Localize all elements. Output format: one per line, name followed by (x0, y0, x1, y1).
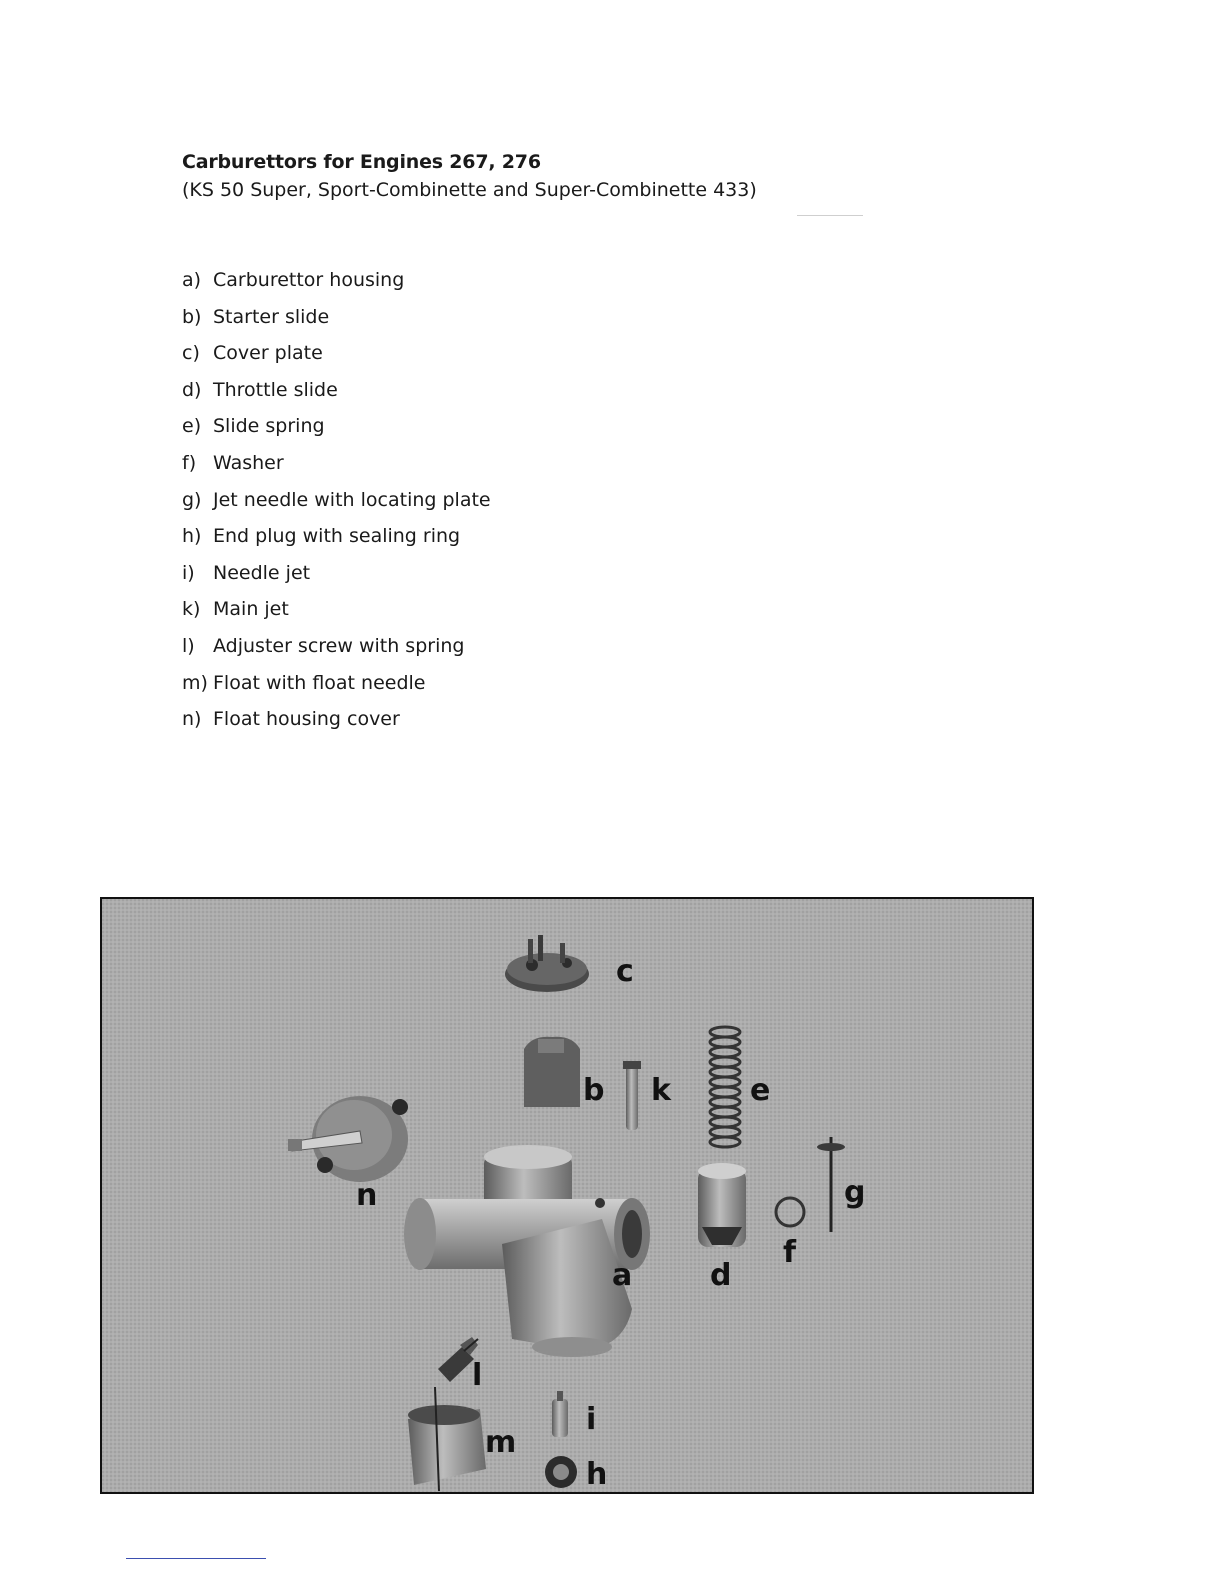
label-i: i (586, 1402, 597, 1437)
part-key: b) (182, 305, 202, 328)
part-name: Carburettor housing (213, 269, 405, 291)
part-key: c) (182, 342, 200, 365)
list-item (182, 449, 491, 486)
label-e: e (750, 1073, 771, 1108)
part-key: l) (182, 634, 195, 657)
part-end-plug (545, 1456, 577, 1488)
list-item (182, 303, 491, 340)
list-item (182, 669, 491, 706)
part-name: End plug with sealing ring (213, 525, 461, 548)
scan-artifact-underline (126, 1558, 266, 1559)
label-b: b (583, 1073, 605, 1108)
label-d: d (710, 1258, 732, 1293)
list-item (182, 632, 491, 669)
list-item (182, 266, 491, 303)
part-name: Float with float needle (213, 671, 426, 694)
part-key: f) (182, 451, 197, 474)
document-subtitle: (KS 50 Super, Sport-Combinette and Super-Combinette 433) (182, 179, 757, 201)
label-l: l (472, 1358, 483, 1393)
part-key: d) (182, 378, 202, 401)
label-f: f (783, 1235, 797, 1270)
list-item (182, 376, 491, 413)
list-item (182, 595, 491, 632)
part-name: Cover plate (213, 342, 323, 365)
label-h: h (586, 1457, 608, 1492)
list-item (182, 705, 491, 742)
part-throttle-slide (698, 1163, 746, 1247)
list-item (182, 339, 491, 376)
label-n: n (356, 1178, 378, 1213)
label-k: k (651, 1073, 671, 1108)
part-key: g) (182, 488, 202, 511)
part-name: Starter slide (213, 305, 330, 328)
label-a: a (612, 1258, 633, 1293)
part-name: Main jet (213, 598, 289, 621)
list-item (182, 559, 491, 596)
exploded-view-drawing (102, 899, 1032, 1492)
label-m: m (485, 1425, 517, 1460)
part-key: h) (182, 525, 202, 548)
part-name: Jet needle with locating plate (213, 488, 491, 511)
part-name: Slide spring (213, 415, 325, 438)
label-g: g (844, 1175, 866, 1210)
part-name: Float housing cover (213, 708, 400, 731)
part-name: Needle jet (213, 561, 311, 584)
part-name: Washer (213, 451, 284, 474)
label-c: c (616, 954, 634, 989)
part-key: n) (182, 708, 202, 731)
list-item (182, 486, 491, 523)
exploded-view-photo (100, 897, 1034, 1494)
parts-list (182, 266, 491, 742)
part-key: a) (182, 269, 202, 291)
part-key: i) (182, 561, 195, 584)
part-key: e) (182, 415, 202, 438)
part-key: k) (182, 598, 201, 621)
list-item (182, 522, 491, 559)
document-title: Carburettors for Engines 267, 276 (182, 151, 541, 173)
list-item (182, 412, 491, 449)
part-starter-slide (524, 1037, 580, 1107)
part-key: m) (182, 671, 208, 694)
scan-artifact-line (797, 215, 863, 216)
part-name: Throttle slide (213, 378, 338, 401)
part-name: Adjuster screw with spring (213, 634, 465, 657)
